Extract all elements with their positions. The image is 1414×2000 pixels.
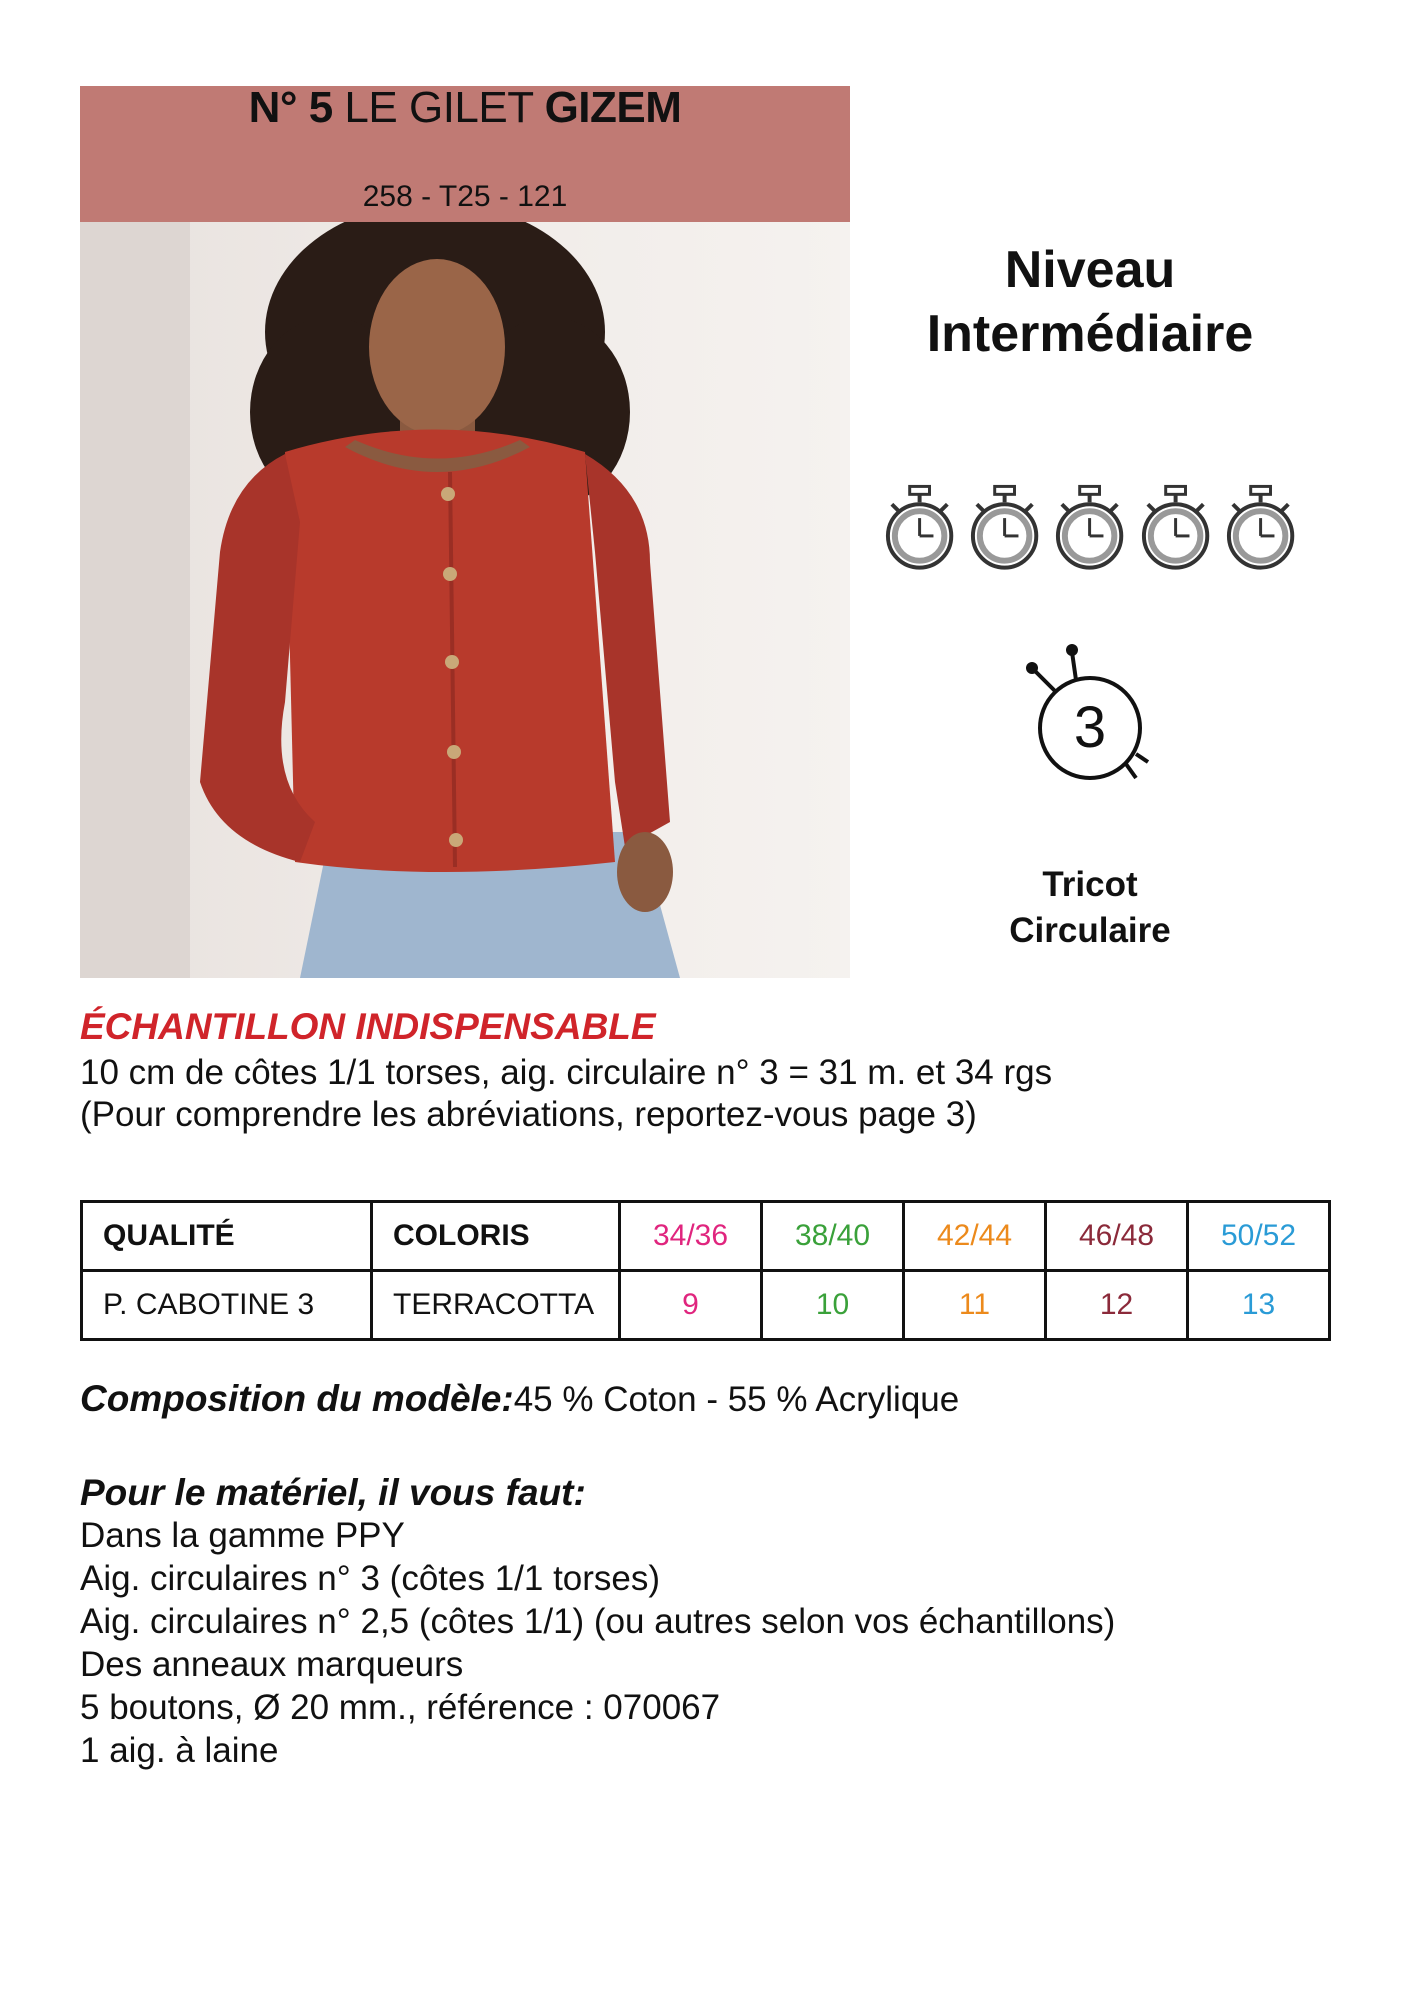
material-list <box>80 1514 1115 1772</box>
stopwatch-icon <box>1221 480 1300 576</box>
table-header-size: 50/52 <box>1188 1202 1330 1271</box>
table-header-quality: QUALITÉ <box>82 1202 372 1271</box>
list-item: Des anneaux marqueurs <box>80 1645 464 1684</box>
needle-size: 3 <box>1073 695 1107 760</box>
model-illustration <box>80 222 850 978</box>
composition <box>80 1378 959 1420</box>
ball-count: 12 <box>1046 1271 1188 1340</box>
level-label: Niveau <box>1004 241 1176 299</box>
pattern-title-part: LE GILET <box>344 83 533 132</box>
sample-gauge: 10 cm de côtes 1/1 torses, aig. circulaire n° 3 = 31 m. et 34 rgs <box>80 1053 1053 1092</box>
composition-label: Composition du modèle: <box>80 1378 514 1419</box>
pattern-number: N° 5 <box>248 83 333 132</box>
technique-line2: Circulaire <box>1009 911 1171 950</box>
sample-title: ÉCHANTILLON INDISPENSABLE <box>80 1006 656 1047</box>
yarn-color: TERRACOTTA <box>372 1271 620 1340</box>
list-item: 1 aig. à laine <box>80 1731 279 1770</box>
yarn-table <box>80 1200 1331 1341</box>
table-header-size: 46/48 <box>1046 1202 1188 1271</box>
list-item: Aig. circulaires n° 3 (côtes 1/1 torses) <box>80 1559 661 1598</box>
pattern-title <box>80 83 850 132</box>
sample-note: (Pour comprendre les abréviations, reportez-vous page 3) <box>80 1095 977 1134</box>
ball-count: 10 <box>762 1271 904 1340</box>
yarn-quality: P. CABOTINE 3 <box>82 1271 372 1340</box>
ball-count: 9 <box>620 1271 762 1340</box>
list-item: Dans la gamme PPY <box>80 1516 405 1555</box>
pattern-code: 258 - T25 - 121 <box>362 180 568 213</box>
material-title: Pour le matériel, il vous faut: <box>80 1472 586 1513</box>
knitting-technique <box>940 862 1240 954</box>
composition-value: 45 % Coton - 55 % Acrylique <box>513 1380 960 1419</box>
stopwatch-icon <box>1050 480 1129 576</box>
pattern-name: GIZEM <box>544 83 682 132</box>
header-band <box>80 83 850 222</box>
timer-rating <box>880 480 1300 576</box>
table-header-size: 34/36 <box>620 1202 762 1271</box>
ball-count: 11 <box>904 1271 1046 1340</box>
stopwatch-icon <box>965 480 1044 576</box>
stopwatch-icon <box>880 480 959 576</box>
table-row <box>82 1271 1330 1340</box>
level-value: Intermédiaire <box>926 305 1254 363</box>
list-item: Aig. circulaires n° 2,5 (côtes 1/1) (ou autres selon vos échantillons) <box>80 1602 1116 1641</box>
difficulty-level <box>880 238 1300 366</box>
stopwatch-icon <box>1136 480 1215 576</box>
technique-line1: Tricot <box>1042 865 1138 904</box>
table-header-color: COLORIS <box>372 1202 620 1271</box>
model-photo <box>80 222 850 978</box>
table-header-row <box>82 1202 1330 1271</box>
list-item: 5 boutons, Ø 20 mm., référence : 070067 <box>80 1688 721 1727</box>
table-header-size: 42/44 <box>904 1202 1046 1271</box>
ball-count: 13 <box>1188 1271 1330 1340</box>
table-header-size: 38/40 <box>762 1202 904 1271</box>
